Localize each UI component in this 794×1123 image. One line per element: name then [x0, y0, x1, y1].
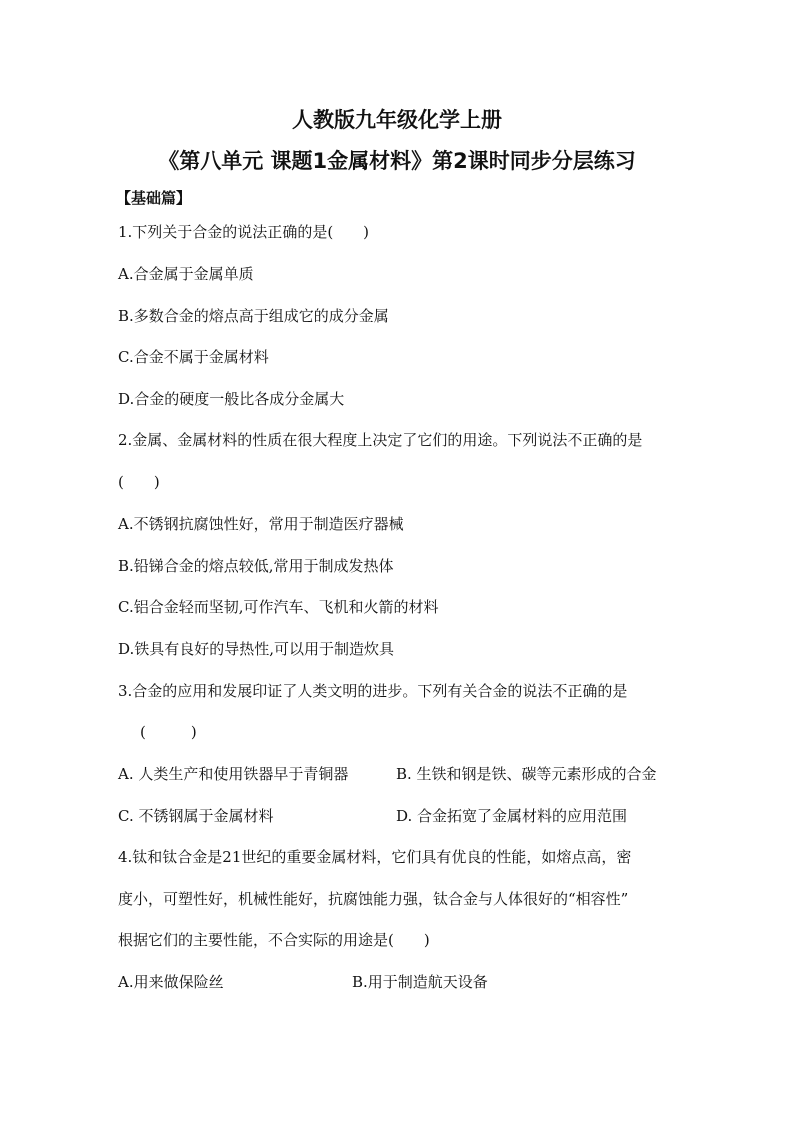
question-4-option-b: B.用于制造航天设备: [352, 973, 488, 991]
document-subtitle: 《第八单元 课题1金属材料》第2课时同步分层练习: [158, 149, 636, 173]
question-2-option-a: A.不锈钢抗腐蚀性好，常用于制造医疗器械: [118, 515, 404, 533]
question-4-stem-line-1: 4.钛和钛合金是21世纪的重要金属材料，它们具有优良的性能，如熔点高，密: [118, 848, 632, 866]
question-1-option-d: D.合金的硬度一般比各成分金属大: [118, 390, 345, 408]
question-1-option-b: B.多数合金的熔点高于组成它的成分金属: [118, 307, 389, 325]
question-2-option-c: C.铝合金轻而坚韧,可作汽车、飞机和火箭的材料: [118, 598, 439, 616]
question-3-answer-paren: ( ): [140, 723, 197, 741]
question-3-stem: 3.合金的应用和发展印证了人类文明的进步。下列有关合金的说法不正确的是: [118, 682, 628, 700]
question-2-stem: 2.金属、金属材料的性质在很大程度上决定了它们的用途。下列说法不正确的是: [118, 431, 643, 449]
section-heading: 【基础篇】: [116, 189, 192, 207]
question-1-option-c: C.合金不属于金属材料: [118, 348, 269, 366]
question-3-option-d: D. 合金拓宽了金属材料的应用范围: [396, 807, 628, 825]
question-2-answer-paren: ( ): [118, 473, 160, 491]
question-1-option-a: A.合金属于金属单质: [118, 265, 254, 283]
question-3-option-b: B. 生铁和钢是铁、碳等元素形成的合金: [396, 765, 657, 783]
question-4-stem-line-3: 根据它们的主要性能，不合实际的用途是( ): [118, 931, 430, 949]
question-2-option-d: D.铁具有良好的导热性,可以用于制造炊具: [118, 640, 395, 658]
question-3-option-c: C. 不锈钢属于金属材料: [118, 807, 274, 825]
question-4-option-a: A.用来做保险丝: [118, 973, 224, 991]
question-1-stem: 1.下列关于合金的说法正确的是( ): [118, 223, 370, 241]
document-title: 人教版九年级化学上册: [292, 108, 502, 132]
question-2-option-b: B.铅锑合金的熔点较低,常用于制成发热体: [118, 557, 394, 575]
question-3-option-a: A. 人类生产和使用铁器早于青铜器: [118, 765, 349, 783]
question-4-stem-line-2: 度小，可塑性好，机械性能好，抗腐蚀能力强，钛合金与人体很好的“相容性”: [118, 890, 629, 908]
